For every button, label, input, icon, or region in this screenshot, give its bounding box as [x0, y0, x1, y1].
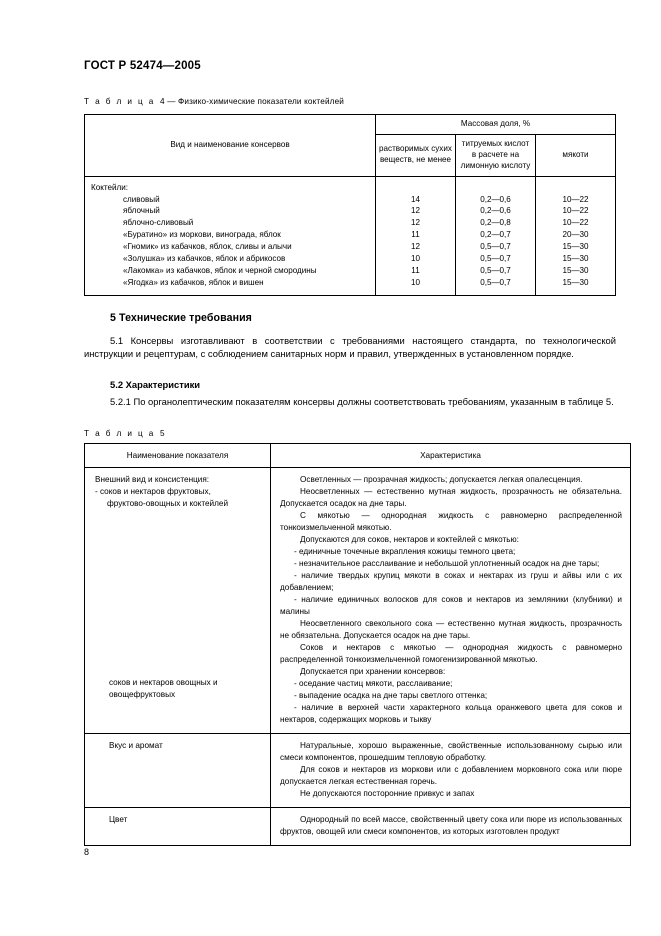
paragraph-5-2-1: 5.2.1 По органолептическим показателям консервы должны соответствовать требованиям, указанным в таблице 5.: [110, 396, 614, 407]
table5-head: [85, 444, 631, 468]
table4-item-name: «Золушка» из кабачков, яблок и абрикосов: [123, 254, 286, 264]
table4-solids-cell: [376, 176, 456, 295]
table5-char-para: С мякотью — однородная жидкость с равномерно распределенной тонкоизмельченной мякотью.: [280, 511, 622, 533]
table4-item-name: сливовый: [123, 194, 160, 204]
table4-solids-value: 12: [410, 218, 420, 228]
table5-char-para: Соков и нектаров с мякотью — однородная жидкость с равномерно распределенной тонкоизмельченной гомогенизированной мякотью.: [280, 643, 622, 665]
table5-char-para: - наличие единичных волосков для соков и нектаров из земляники (клубники) и малины: [280, 595, 622, 617]
table-row: [85, 808, 631, 846]
table5-char-para: Допускается при хранении консервов:: [300, 667, 446, 677]
table4-solids-value: 14: [410, 194, 420, 204]
table4-item-name: яблочно-сливовый: [123, 218, 194, 228]
table4-acids-value: 0,2—0,6: [480, 206, 511, 216]
table4-acids-value: 0,2—0,7: [480, 230, 511, 240]
table5-char-para: - незначительное расслаивание и небольшой уплотненный осадок на дне тары;: [294, 559, 600, 569]
table5-header-row: [85, 444, 631, 468]
table5-indicator-appearance: [85, 468, 271, 734]
table5-indicator-appearance-sub2: фруктово-овощных и коктейлей: [107, 499, 229, 509]
table5-col-indicator: Наименование показателя: [85, 444, 271, 468]
table4-item-name: «Лакомка» из кабачков, яблок и черной смородины: [123, 265, 317, 275]
table5-char-para: Не допускаются посторонние привкус и запах: [300, 789, 475, 799]
table4-col-soluble-solids: [376, 134, 456, 176]
table5-char-para: Однородный по всей массе, свойственный цвету сока или пюре из использованных фруктов, овощей или смеси компонентов, из которых изготовлен продукт: [280, 815, 622, 837]
table4-acids-value: 0,5—0,7: [480, 254, 511, 264]
table4-col-titratable-acids-line2: в расчете на: [471, 149, 520, 159]
section-5-heading: 5 Технические требования: [110, 312, 252, 324]
table5-characteristic-appearance: [271, 468, 631, 734]
table4-solids-value: 12: [410, 242, 420, 252]
table4-head: [85, 115, 616, 177]
table5-indicator-colour: [85, 808, 271, 846]
table4-item-name: яблочный: [123, 206, 160, 216]
table4-col-soluble-solids-line1: растворимых сухих: [379, 144, 452, 154]
table4-body: [85, 176, 616, 295]
table4-solids-value: 10: [410, 254, 420, 264]
table4-pulp-value: 15—30: [562, 277, 589, 287]
table-4-physicochemical-indicators: [84, 114, 616, 296]
table4-caption: [84, 97, 344, 106]
table5-char-para: - выпадение осадка на дне тары светлого оттенка;: [294, 691, 488, 701]
table5-char-para: Неосветленного свекольного сока — естественно мутная жидкость, прозрачность не обязательна. Допускается осадок на дне тары.: [280, 619, 622, 641]
table5-char-para: Натуральные, хорошо выраженные, свойственные использованному сырью или смеси компонентов, прошедшим тепловую обработку.: [280, 741, 622, 763]
table5-char-para: Для соков и нектаров из моркови или с добавлением морковного сока или пюре допускается легкая естественная горечь.: [280, 765, 622, 787]
table4-pulp-value: 15—30: [562, 254, 589, 264]
table4-item-name: «Гномик» из кабачков, яблок, сливы и алычи: [123, 242, 292, 252]
table4-caption-dash: —: [167, 97, 176, 106]
table4-col-titratable-acids-line1: титруемых кислот: [461, 138, 530, 148]
table5-col-characteristic: Характеристика: [271, 444, 631, 468]
table4-acids-value: 0,5—0,7: [480, 265, 511, 275]
table4-col-group-mass-fraction: Массовая доля, %: [376, 115, 616, 135]
page-number: 8: [84, 847, 90, 857]
table5-char-para: - наличие в верхней части характерного кольца оранжевого цвета для соков и нектаров, содержащих морковь и тыкву: [280, 703, 622, 725]
table4-solids-value: 10: [410, 277, 420, 287]
table-row: [85, 176, 616, 295]
table4-caption-title: Физико-химические показатели коктейлей: [177, 97, 345, 106]
table4-pulp-value: 10—22: [562, 194, 589, 204]
table4-item-name: «Ягодка» из кабачков, яблок и вишен: [123, 277, 264, 287]
table5-indicator-taste: [85, 734, 271, 808]
table5-body: [85, 468, 631, 846]
table5-char-para: Неосветленных — естественно мутная жидкость, прозрачность не обязательна. Допускается осадок на дне тары.: [280, 487, 622, 509]
table-row: [85, 468, 631, 734]
table5-caption-number: 5: [160, 429, 165, 438]
table4-names-cell: [85, 176, 376, 295]
table5-indicator-appearance-sub1: - соков и нектаров фруктовых,: [95, 487, 211, 497]
table5-characteristic-taste: [271, 734, 631, 808]
table5-characteristic-colour: [271, 808, 631, 846]
table4-acids-value: 0,2—0,8: [480, 218, 511, 228]
table4-pulp-value: 15—30: [562, 265, 589, 275]
table4-caption-label: Т а б л и ц а: [84, 97, 156, 106]
table5-indicator-taste-title: Вкус и аромат: [109, 741, 163, 751]
table-5-organoleptic-indicators: [84, 443, 631, 846]
table4-pulp-value: 20—30: [562, 230, 589, 240]
table5-char-para: - оседание частиц мякоти, расслаивание;: [294, 679, 453, 689]
table4-acids-cell: [456, 176, 536, 295]
table5-char-para: Осветленных — прозрачная жидкость; допускается легкая опалесценция.: [300, 475, 583, 484]
table4-solids-value: 11: [411, 265, 420, 275]
table4-item-name: «Буратино» из моркови, винограда, яблок: [123, 230, 281, 240]
table4-pulp-cell: [536, 176, 616, 295]
table4-col-soluble-solids-line2: веществ, не менее: [379, 155, 452, 165]
table4-col-pulp: мякоти: [536, 134, 616, 176]
table4-acids-value: 0,2—0,6: [480, 194, 511, 204]
table5-char-para: Допускаются для соков, нектаров и коктейлей с мякотью:: [300, 535, 519, 545]
table4-solids-value: 12: [410, 206, 420, 216]
paragraph-5-1: 5.1 Консервы изготавливают в соответствии с требованиями настоящего стандарта, по технологической инструкции и рецептурам, с соблюдением санитарных норм и правил, утвержденных в установленном порядке.: [84, 335, 616, 360]
table4-pulp-value: 10—22: [562, 206, 589, 216]
table4-pulp-value: 15—30: [562, 242, 589, 252]
table5-indicator-appearance-mid1: соков и нектаров овощных и: [109, 678, 218, 688]
table5-char-para: - единичные точечные вкрапления кожицы темного цвета;: [294, 547, 516, 557]
table-row: [85, 734, 631, 808]
table4-solids-value: 11: [411, 230, 420, 240]
table5-indicator-gap: [95, 510, 263, 677]
table4-group-label: Коктейли:: [91, 182, 128, 192]
table4-col-titratable-acids-line3: лимонную кислоту: [460, 160, 531, 170]
table4-col-name: Вид и наименование консервов: [85, 115, 376, 177]
table4-col-titratable-acids: [456, 134, 536, 176]
table5-char-para: - наличие твердых крупиц мякоти в соках и нектарах из груш и айвы или с их добавлением;: [280, 571, 622, 593]
table5-indicator-appearance-mid2: овощефруктовых: [109, 690, 176, 700]
table4-pulp-value: 10—22: [562, 218, 589, 228]
table4-caption-number: 4: [160, 97, 165, 106]
table5-indicator-colour-title: Цвет: [109, 815, 128, 825]
table4-header-row-1: [85, 115, 616, 135]
table4-acids-value: 0,5—0,7: [480, 242, 511, 252]
table5-caption: [84, 429, 165, 438]
table5-indicator-appearance-title: Внешний вид и консистенция:: [95, 475, 210, 484]
section-5-2-heading: 5.2 Характеристики: [110, 379, 201, 390]
table5-caption-label: Т а б л и ц а: [84, 429, 156, 438]
document-standard-number: ГОСТ Р 52474—2005: [84, 60, 201, 72]
table4-acids-value: 0,5—0,7: [480, 277, 511, 287]
